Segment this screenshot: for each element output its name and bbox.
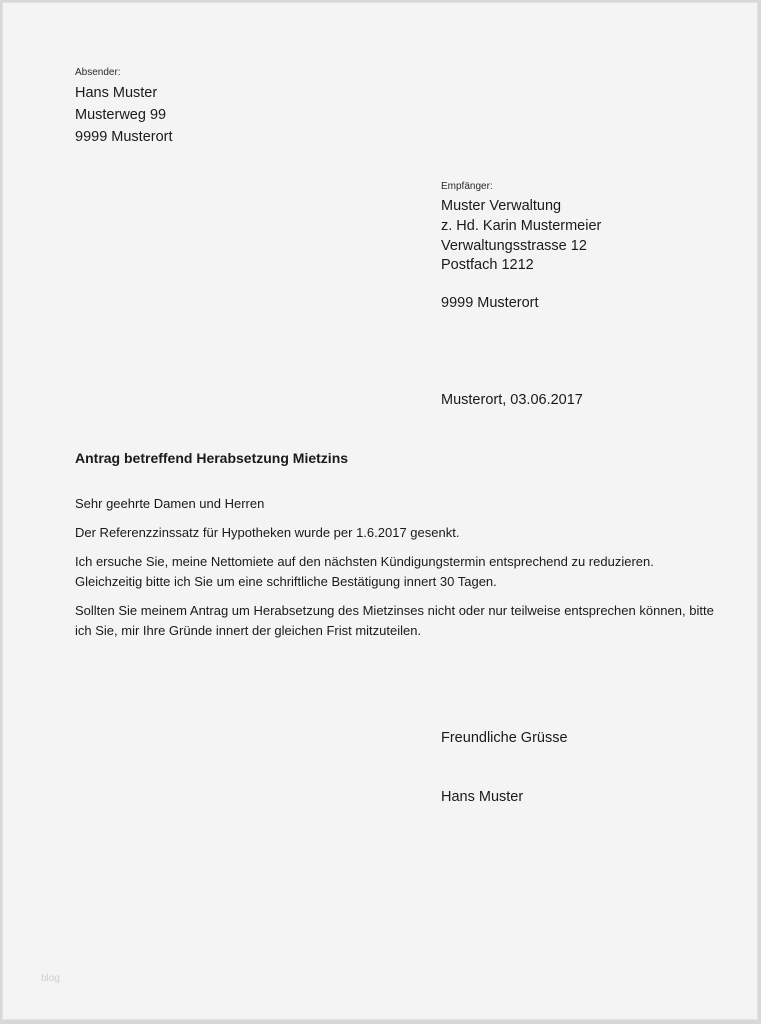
sender-name: Hans Muster	[75, 85, 158, 101]
recipient-line: z. Hd. Karin Mustermeier	[441, 218, 602, 234]
paragraph-line: Sollten Sie meinem Antrag um Herabsetzung des Mietzinses nicht oder nur teilweise entsprechen können, bitte	[75, 603, 714, 618]
paragraph-1	[75, 523, 459, 543]
closing: Freundliche Grüsse	[441, 730, 568, 746]
recipient-line: Muster Verwaltung	[441, 198, 562, 214]
paragraph-line: Gleichzeitig bitte ich Sie um eine schriftliche Bestätigung innert 30 Tagen.	[75, 574, 497, 589]
letter-page	[2, 2, 758, 1020]
paragraph-2	[75, 552, 654, 592]
paragraph-line: Ich ersuche Sie, meine Nettomiete auf den nächsten Kündigungstermin entsprechend zu reduzieren.	[75, 554, 654, 569]
sender-city: 9999 Musterort	[75, 129, 173, 145]
place-date: Musterort, 03.06.2017	[441, 392, 583, 408]
watermark-text: blog	[41, 973, 60, 984]
paragraph-line: Der Referenzzinssatz für Hypotheken wurde per 1.6.2017 gesenkt.	[75, 525, 460, 540]
sender-label: Absender:	[75, 67, 121, 78]
recipient-label: Empfänger:	[441, 181, 493, 192]
sender-street: Musterweg 99	[75, 107, 167, 123]
salutation: Sehr geehrte Damen und Herren	[75, 496, 265, 511]
paragraph-3	[75, 601, 714, 641]
paragraph-line: ich Sie, mir Ihre Gründe innert der gleichen Frist mitzuteilen.	[75, 623, 422, 638]
letter-subject: Antrag betreffend Herabsetzung Mietzins	[75, 450, 349, 466]
signature: Hans Muster	[441, 789, 524, 805]
recipient-city: 9999 Musterort	[441, 295, 539, 311]
recipient-line: Postfach 1212	[441, 257, 534, 273]
recipient-line: Verwaltungsstrasse 12	[441, 238, 587, 254]
